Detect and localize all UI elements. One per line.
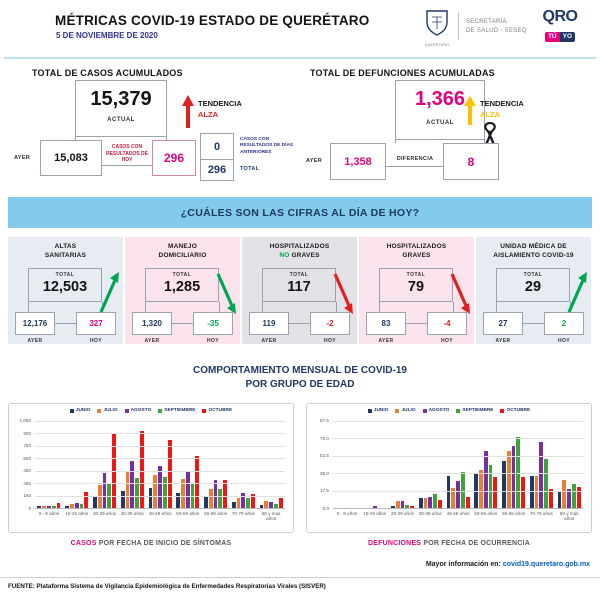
connector	[28, 302, 29, 312]
bar	[484, 451, 488, 508]
bar	[168, 440, 172, 508]
card-title: HOSPITALIZADOS NO GRAVES	[269, 243, 330, 259]
trend-arrow-icon	[332, 270, 356, 316]
x-tick-label: 60-69 años	[502, 511, 526, 516]
y-tick-label: 35.0	[320, 470, 329, 476]
bar	[84, 492, 88, 508]
bar-group	[389, 421, 417, 508]
bar	[260, 505, 264, 508]
bar	[567, 489, 571, 508]
bar	[47, 506, 51, 508]
footer-rule	[0, 577, 600, 578]
gridline	[35, 433, 285, 434]
legend-swatch	[125, 409, 129, 413]
connector	[289, 323, 310, 324]
bar	[65, 506, 69, 508]
card-total-box: TOTAL 1,285	[145, 268, 219, 302]
bar	[57, 503, 61, 508]
bar	[153, 475, 157, 508]
gridline	[35, 421, 285, 422]
qro-logo-text: QRO	[542, 8, 578, 25]
bar	[218, 489, 222, 508]
deaths-trend-label: TENDENCIA	[480, 99, 524, 108]
deaths-diff-box: 8	[443, 143, 499, 180]
legend-item: JUNIO	[368, 408, 389, 413]
bar	[502, 461, 506, 508]
y-tick-label: 600	[23, 455, 31, 461]
legend-swatch	[423, 409, 427, 413]
secretaria-label: SECRETARÍA DE SALUD - SESEQ	[466, 19, 527, 34]
bar	[163, 477, 167, 508]
bar	[373, 506, 377, 508]
trend-arrow-icon	[566, 270, 590, 316]
y-tick-label: 0	[28, 506, 31, 511]
page-title: MÉTRICAS COVID-19 ESTADO DE QUERÉTARO	[55, 13, 370, 28]
card-total-box: TOTAL 29	[496, 268, 570, 302]
card-hoy-box: -4	[427, 312, 467, 335]
bar	[269, 502, 273, 508]
bar	[70, 504, 74, 508]
bar	[391, 506, 395, 508]
legend-item: AGOSTO	[423, 408, 450, 413]
deaths-actual-value: 1,366	[414, 88, 466, 110]
legend-item: JUNIO	[70, 408, 91, 413]
y-tick-label: 87.5	[320, 418, 329, 423]
legend-swatch	[368, 409, 372, 413]
x-tick-label: 40-49 años	[446, 511, 470, 516]
bar	[264, 501, 268, 508]
card-title: MANEJO DOMICILIARIO	[158, 243, 207, 259]
x-tick-label: 40-49 años	[148, 511, 172, 516]
card-title: ALTAS SANITARIAS	[44, 243, 87, 259]
y-tick-label: 450	[23, 468, 31, 474]
bar	[572, 484, 576, 508]
bar	[549, 489, 553, 508]
cases-ayer-box: 15,083	[40, 140, 102, 176]
card-hospitalizados-no-graves: HOSPITALIZADOS NO GRAVES TOTAL 117 119 -2 AYER HOY	[242, 237, 357, 344]
bar	[75, 503, 79, 508]
card-hoy-box: -2	[310, 312, 350, 335]
connector	[102, 165, 152, 166]
gridline	[333, 456, 583, 457]
x-tick-label: 10-19 años	[363, 511, 387, 516]
gridline	[35, 458, 285, 459]
card-total-box: TOTAL 117	[262, 268, 336, 302]
more-info-link[interactable]: covid19.queretaro.gob.mx	[502, 561, 590, 568]
x-tick-label: 20-29 años	[92, 511, 116, 516]
bar	[438, 500, 442, 508]
x-tick-label: 50-59 años	[474, 511, 498, 516]
bar	[232, 502, 236, 508]
legend-swatch	[395, 409, 399, 413]
deaths-actual-box: 1,366 ACTUAL	[395, 80, 485, 140]
chart-legend	[9, 408, 293, 413]
x-tick-label: 50-59 años	[176, 511, 200, 516]
x-tick-label: 0 - 9 años	[336, 511, 358, 516]
bar	[214, 480, 218, 508]
bar	[424, 498, 428, 508]
bar	[149, 488, 153, 508]
y-tick-label: 1,050	[19, 418, 31, 423]
plot-area	[333, 421, 583, 509]
gridline	[333, 438, 583, 439]
trend-arrow-icon	[449, 270, 473, 316]
cases-actual-box: 15,379 ACTUAL	[75, 80, 167, 137]
bar	[237, 498, 241, 508]
bar	[410, 506, 414, 508]
trend-arrow-icon	[215, 270, 239, 316]
x-axis-labels	[333, 511, 583, 522]
x-tick-label: 80 y mas años	[261, 511, 281, 522]
connector	[386, 166, 443, 167]
bar	[195, 456, 199, 508]
cases-today-results-label: CASOS CON RESULTADOS DE HOY	[105, 144, 149, 163]
bar	[428, 497, 432, 508]
deaths-ayer-label: AYER	[306, 158, 322, 164]
cases-actual-value: 15,379	[90, 88, 152, 110]
card-ayer-box: 1,320	[132, 312, 172, 335]
gridline	[35, 446, 285, 447]
bar	[466, 497, 470, 508]
bar	[544, 459, 548, 508]
chart-casos-por-edad	[8, 403, 294, 533]
x-axis-labels	[35, 511, 285, 522]
page-date: 5 DE NOVIEMBRE DE 2020	[56, 31, 158, 40]
bar	[126, 471, 130, 508]
cases-total-value: 296	[201, 159, 233, 180]
card-total-box: TOTAL 12,503	[28, 268, 102, 302]
x-tick-label: 60-69 años	[204, 511, 228, 516]
bar	[209, 489, 213, 508]
bar	[456, 481, 460, 508]
header-divider	[458, 12, 459, 40]
bar	[274, 504, 278, 508]
bar	[37, 506, 41, 508]
legend-item: OCTUBRE	[202, 408, 232, 413]
source-note: FUENTE: Plataforma Sistema de Vigilancia Epidemiológica de Enfermedades Respiratorias Virales (SISVER)	[8, 583, 326, 590]
bar	[405, 505, 409, 508]
cases-ayer-label: AYER	[14, 155, 30, 161]
bar	[158, 466, 162, 508]
card-title: HOSPITALIZADOS GRAVES	[386, 243, 447, 259]
cases-trend-value: ALZA	[198, 110, 218, 119]
header-rule	[4, 57, 596, 59]
bar	[396, 501, 400, 508]
chart-caption-defunciones: DEFUNCIONES POR FECHA DE OCURRENCIA	[368, 540, 530, 547]
deaths-section-title: TOTAL DE DEFUNCIONES ACUMULADAS	[310, 68, 495, 78]
cases-breakdown-box	[200, 133, 234, 181]
bar-group	[444, 421, 472, 508]
chart-caption-casos: CASOS POR FECHA DE INICIO DE SÍNTOMAS	[70, 540, 232, 547]
y-tick-label: 52.5	[320, 453, 329, 459]
deaths-ayer-box: 1,358	[330, 143, 386, 180]
cases-prev-days-value: 0	[213, 140, 221, 153]
chart-defunciones-por-edad	[306, 403, 592, 533]
connector	[55, 323, 76, 324]
y-tick-label: 0.0	[322, 506, 329, 511]
legend-item: OCTUBRE	[500, 408, 530, 413]
card-hoy-box: -35	[193, 312, 233, 335]
x-tick-label: 80 y más años	[559, 511, 579, 522]
y-tick-label: 150	[23, 493, 31, 499]
card-ayer-box: 12,176	[15, 312, 55, 335]
deaths-trend-value: ALZA	[480, 110, 500, 119]
y-tick-label: 300	[23, 480, 31, 486]
y-axis-labels	[11, 418, 33, 511]
bar	[204, 497, 208, 508]
connector	[406, 323, 427, 324]
legend-swatch	[70, 409, 74, 413]
trend-up-arrow-red	[182, 95, 194, 129]
card-title: UNIDAD MÉDICA DE AISLAMIENTO COVID-19	[493, 243, 574, 259]
card-unidad-medica-aislamiento: UNIDAD MÉDICA DE AISLAMIENTO COVID-19 TOTAL 29 27 2 AYER HOY	[476, 237, 591, 344]
bar	[80, 504, 84, 508]
bar	[507, 451, 511, 508]
bar	[121, 491, 125, 508]
legend-item: JULIO	[97, 408, 117, 413]
bar	[562, 480, 566, 508]
bar	[489, 465, 493, 508]
gridline	[35, 471, 285, 472]
bar-group	[527, 421, 555, 508]
card-manejo-domiciliario: MANEJO DOMICILIARIO TOTAL 1,285 1,320 -35 AYER HOY	[125, 237, 240, 344]
connector	[395, 140, 396, 143]
gridline	[35, 496, 285, 497]
connector	[523, 323, 544, 324]
y-axis-labels	[309, 418, 331, 511]
cases-today-results-box: 296	[152, 140, 196, 176]
connector	[379, 302, 380, 312]
gridline	[333, 491, 583, 492]
plot-area	[35, 421, 285, 509]
y-tick-label: 900	[23, 430, 31, 436]
bar	[558, 492, 562, 508]
card-hoy-box: 2	[544, 312, 584, 335]
bar	[223, 480, 227, 508]
bar	[279, 498, 283, 508]
cases-section-title: TOTAL DE CASOS ACUMULADOS	[32, 68, 183, 78]
x-tick-label: 70-79 años	[231, 511, 255, 516]
connector	[145, 302, 146, 312]
deaths-diff-label: DIFERENCIA	[396, 156, 434, 162]
today-figures-banner: ¿CUÁLES SON LAS CIFRAS AL DÍA DE HOY?	[8, 197, 592, 228]
bar	[419, 498, 423, 508]
gridline	[333, 473, 583, 474]
bar-group	[333, 421, 361, 508]
more-info: Mayor información en: covid19.queretaro.gob.mx	[425, 561, 590, 568]
y-tick-label: 750	[23, 443, 31, 449]
gridline	[35, 483, 285, 484]
shield-caption: QUERÉTARO	[424, 43, 450, 47]
legend-swatch	[158, 409, 162, 413]
bar-group	[500, 421, 528, 508]
bar	[479, 470, 483, 508]
cases-prev-days-label: CASOS CON RESULTADOS DE DÍAS ANTERIORES	[240, 137, 294, 155]
bar	[521, 477, 525, 508]
connector	[496, 302, 497, 312]
legend-swatch	[202, 409, 206, 413]
x-tick-label: 30-39 años	[120, 511, 144, 516]
bar-group	[416, 421, 444, 508]
bar	[530, 476, 534, 508]
card-ayer-box: 27	[483, 312, 523, 335]
bar	[42, 506, 46, 508]
bar	[130, 461, 134, 508]
queretaro-shield-logo	[420, 9, 454, 47]
legend-item: SEPTIEMBRE	[158, 408, 195, 413]
cases-trend-label: TENDENCIA	[198, 99, 242, 108]
bar	[493, 477, 497, 508]
gridline	[333, 421, 583, 422]
bar	[52, 506, 56, 508]
legend-item: SEPTIEMBRE	[456, 408, 493, 413]
legend-item: AGOSTO	[125, 408, 152, 413]
qro-logo	[534, 9, 586, 43]
bar	[447, 476, 451, 508]
y-tick-label: 17.5	[320, 488, 329, 494]
trend-up-arrow-gold	[464, 96, 476, 126]
connector	[262, 302, 263, 312]
chart-legend	[307, 408, 591, 413]
bar	[103, 473, 107, 508]
charts-section-title: COMPORTAMIENTO MENSUAL DE COVID-19 POR GRUPO DE EDAD	[193, 365, 407, 390]
card-total-box: TOTAL 79	[379, 268, 453, 302]
card-hoy-box: 327	[76, 312, 116, 335]
legend-swatch	[500, 409, 504, 413]
bar	[433, 494, 437, 508]
legend-swatch	[456, 409, 460, 413]
legend-item: JULIO	[395, 408, 415, 413]
trend-arrow-icon	[98, 270, 122, 316]
card-altas-sanitarias: ALTAS SANITARIAS TOTAL 12,503 12,176 327 AYER HOY	[8, 237, 123, 344]
shield-icon	[424, 9, 450, 37]
bar	[535, 476, 539, 508]
x-tick-label: 0 - 9 años	[38, 511, 60, 516]
bar-group	[472, 421, 500, 508]
y-tick-label: 70.0	[320, 435, 329, 441]
legend-swatch	[97, 409, 101, 413]
bar	[539, 442, 543, 508]
card-hospitalizados-graves: HOSPITALIZADOS GRAVES TOTAL 79 83 -4 AYER HOY	[359, 237, 474, 344]
x-tick-label: 20-29 años	[390, 511, 414, 516]
card-ayer-box: 83	[366, 312, 406, 335]
x-tick-label: 30-39 años	[418, 511, 442, 516]
tu-yo-badge: TÚ YO	[545, 32, 575, 42]
x-tick-label: 10-19 años	[65, 511, 89, 516]
bar	[246, 498, 250, 508]
card-ayer-box: 119	[249, 312, 289, 335]
bar	[186, 471, 190, 508]
bar-group	[555, 421, 583, 508]
bar	[93, 497, 97, 508]
bar-group	[361, 421, 389, 508]
cases-total-label: TOTAL	[240, 166, 260, 172]
connector	[172, 323, 193, 324]
bar	[401, 501, 405, 508]
x-tick-label: 70-79 años	[529, 511, 553, 516]
